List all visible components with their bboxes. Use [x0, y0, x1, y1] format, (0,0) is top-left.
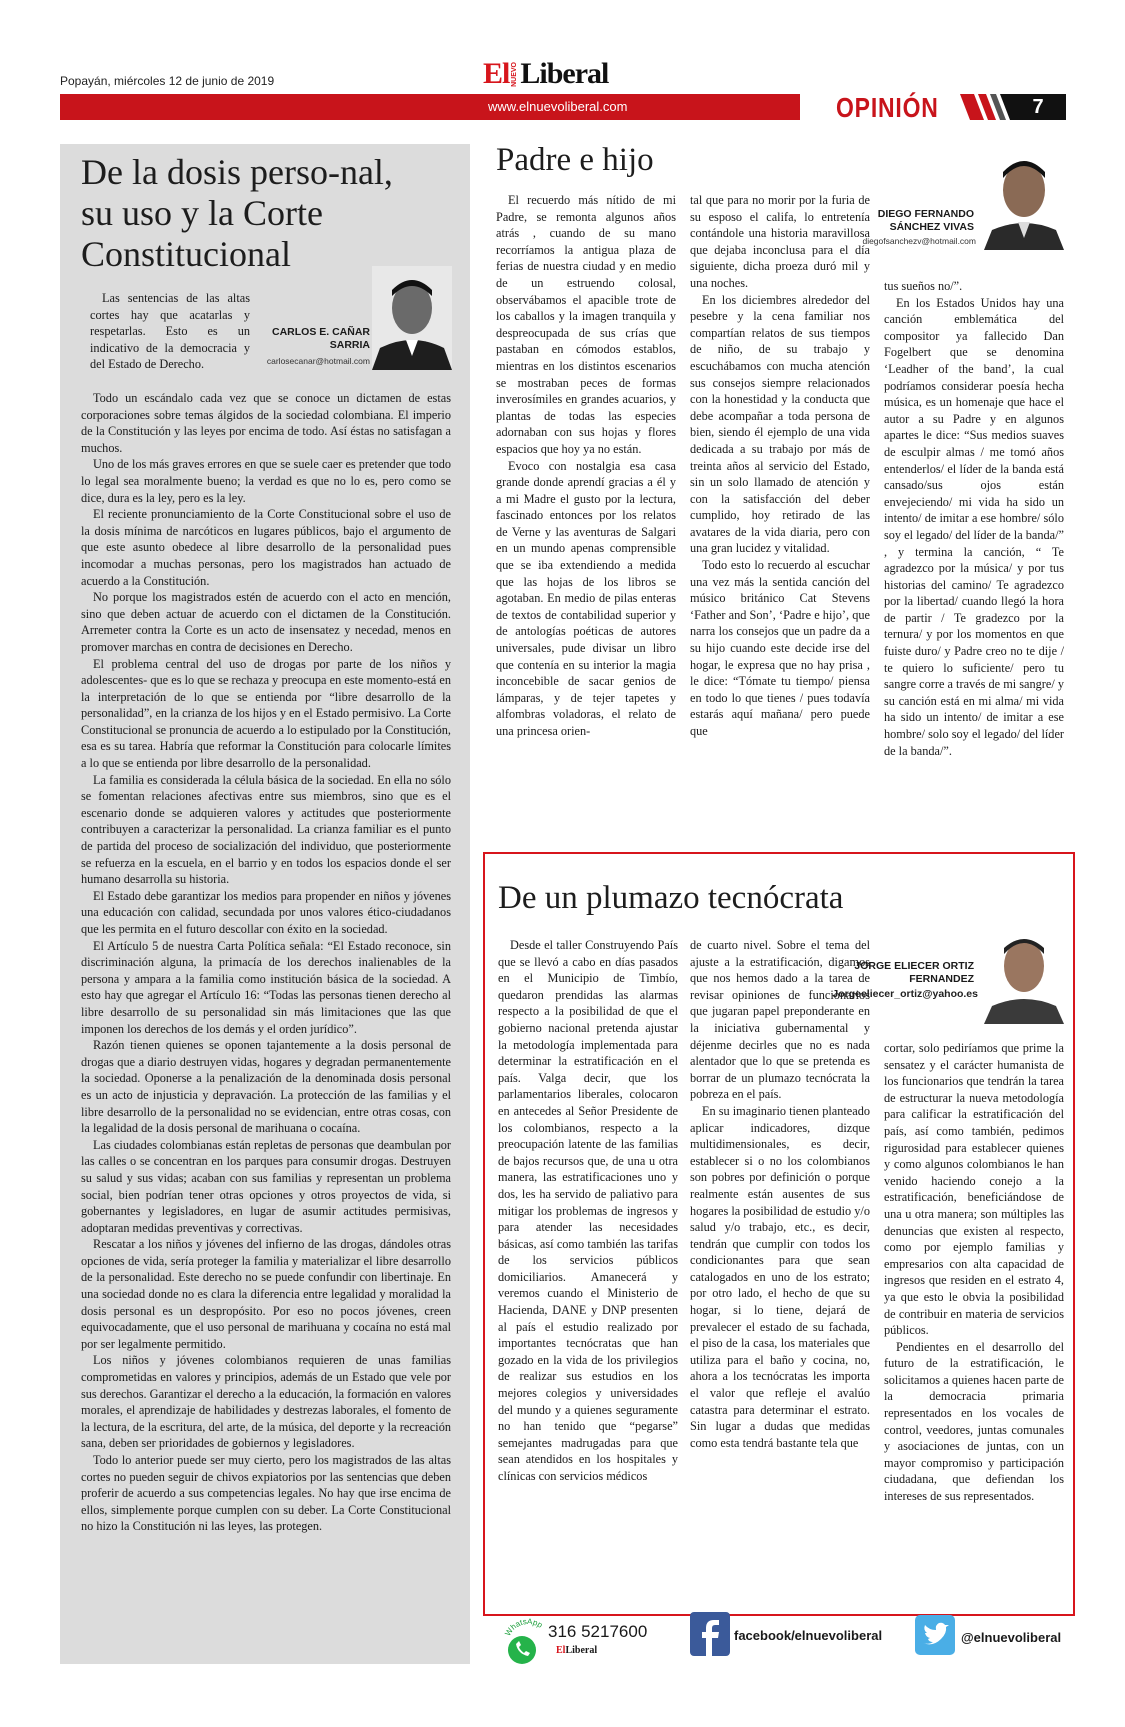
section-title: OPINIÓN	[836, 92, 939, 123]
tecno-author-email[interactable]: Jorgeeliecer_ortiz@yahoo.es	[832, 988, 978, 1000]
twitter-handle[interactable]: @elnuevoliberal	[961, 1630, 1062, 1645]
footer-mini-logo	[556, 1645, 597, 1656]
mini-logo-el: El	[556, 1645, 566, 1656]
padre-column-1: El recuerdo más nítido de mi Padre, se remonta algunos años atrás , cuando de su mano recorríamos la antigua plaza de ferias de nuestra ciudad y en medio de un estruendo colosal, observábamos el apacible trote de los caballos y la imagen tranquila y despreocupada de sus crías que pastaban en cómodos establos, mientras en los distintos escenarios se mostraban peces de formas inverosímiles en grandes acuarios, y plantas de todas las especies adornaban con sus hojas y flores espacios que hoy ya no están. Evoco con nostalgia esa casa grande donde aprendí gracias a él y a mi Madre el gusto por la lectura, fascinado entonces por los relatos de Verne y las aventuras de Salgari en un mundo apenas comprensible que se iba extendiendo a medida que las hojas de los libros se agotaban. En medio de pilas enteras de textos de contabilidad superior y de antologías poéticas de autores universales, pude divisar un libro que contenía en su interior la magia inconcebible de sacar genios de lámparas, y de tejer tapetes y alfombras voladoras, el relato de una princesa orien-	[496, 193, 676, 738]
author-photo-icon	[984, 924, 1064, 1024]
twitter-icon[interactable]	[915, 1615, 955, 1655]
mini-logo-liberal: Liberal	[565, 1645, 598, 1656]
website-url[interactable]: www.elnuevoliberal.com	[488, 99, 628, 114]
left-article-title: De la dosis perso-nal, su uso y la Corte Constitucional	[81, 152, 393, 274]
tecno-column-3: cortar, solo pediríamos que prime la sensatez y el carácter humanista de los funcionarios que tendrán la tarea de estructurar la nueva metodología para calificar la estratificación del país, así como también, pedimos rigurosidad para establecer quienes y como algunos colombianos le han venido haciendo conejo a la estratificación, beneficiándose de una u otra manera; son múltiples las denuncias que existen al respecto, como por ejemplo familias y empresarios con alta capacidad de ingresos que residen en el estrato 4, ya que esto le obvia la posibilidad de contribuir en materia de servicios públicos. Pendientes en el desarrollo del futuro de la estratificación, le solicitamos a quienes hacen parte de la democracia primaria representados en los vocales de control, veedores, juntas comunales y asociaciones de juntas, con un mayor compromiso y participación ciudadana, que defiendan los intereses de sus representados.	[884, 1041, 1064, 1504]
page-number: 7	[1010, 94, 1066, 120]
logo-nuevo: NUEVO	[511, 61, 519, 87]
left-author-name: CARLOS E. CAÑAR SARRIA	[271, 326, 370, 351]
facebook-icon[interactable]	[690, 1612, 730, 1656]
logo-liberal: Liberal	[520, 57, 609, 90]
left-article-body: Todo un escándalo cada vez que se conoce un dictamen de estas corporaciones sobre temas álgidos de la sociedad colombiana. El imperio de la Constitución y las leyes por encima de todo. Así éstas no satisfagan a muchos. Uno de los más graves errores en que se suele caer es pretender que todo lo legal sea moralmente bueno; la verdad es que no lo es, pero como se dice, dura es la ley, pero es la ley. El reciente pronunciamiento de la Corte Constitucional sobre el uso de la dosis mínima de narcóticos en lugares públicos, bajo el argumento de que este asunto obedece al libre desarrollo de la personalidad pues incomodar a muchas personas, pero los magistrados han actuado de acuerdo a la Constitución. No porque los magistrados estén de acuerdo con el acto en mención, sino que deben actuar de acuerdo con el dictamen de la Constitución. Arremeter contra la Corte es un acto de insensatez y necedad, menos en promover marchas en contra de decisiones en Derecho. El problema central del uso de drogas por parte de los niños y adolescentes- que es lo que se rechaza y preocupa en este momento-está en la interpretación de lo que se entienda por “libre desarrollo de la personalidad”, en la crianza de los hijos y en el Estado permisivo. La Corte Constitucional se pronuncia de acuerdo a lo estipulado por la Constitución, esa es su tarea. Habría que reformar la Constitución para colocarle límites a lo que se entienda por libre desarrollo de la personalidad. La familia es considerada la célula básica de la sociedad. En ella no sólo se fomentan relaciones afectivas entre sus miembros, sino que es el escenario donde se adquieren valores y actitudes que posteriormente contribuyen a caracterizar la personalidad. La crianza familiar es el punto de partida del proceso de socialización del individuo, que posteriormente se refuerza en la escuela, en el barrio y en todos los espacios donde el ser humano desarrolla su historia. El Estado debe garantizar los medios para propender en niños y jóvenes una educación con calidad, secundada por unos valores ético-ciudadanos que les permita en el futuro descollar con éxito en la sociedad. El Artículo 5 de nuestra Carta Política señala: “El Estado reconoce, sin discriminación alguna, la primacía de los derechos inalienables de la persona y ampara a la familia como institución básica de la sociedad. A esto hay que agregar el Artículo 16: “Todas las personas tienen derecho al libre desarrollo de su personalidad sin más limitaciones que las que imponen los derechos de los demás y el orden jurídico”. Razón tienen quienes se oponen tajantemente a la dosis personal de drogas que a diario destruyen vidas, hogares y degradan permanentemente la sociedad. Oponerse a la penalización de la denominada dosis personal es un acto de injusticia y depravación. La protección de las familias y el libre desarrollo de la personalidad no se evidencian, entre otras cosas, con la legalidad de la dosis personal de marihuana o cocaína. Las ciudades colombianas están repletas de personas que deambulan por las calles o se concentran en los parques para consumir drogas. Destruyen su salud y sus vidas; acaban con sus familias y representan un problema social, bien podrían tener otras opciones y otros proyectos de vida, si gobernantes y legisladores, en lugar de asumir actitudes permisivas, adoptaran medidas preventivas y correctivas. Rescatar a los niños y jóvenes del infierno de las drogas, dándoles otras opciones de vida, sería proteger la familia y materializar el libre desarrollo de la personalidad. Este derecho no se puede confundir con libertinaje. En una sociedad donde no es clara la diferencia entre legalidad y moralidad la dosis personal es un despropósito. Por eso no pocos jóvenes, creen equivocadamente, que el uso personal de marihuana y cocaína no está mal por ser legalmente permitido. Los niños y jóvenes colombianos requieren de unas familias comprometidas en valores y principios, además de un Estado que vele por sus derechos. Garantizar el derecho a la educación, la formación en valores morales, el aprendizaje de habilidades y destrezas laborales, el fomento de la lectura, de la escritura, del arte, de la música, del deporte y la recreación sana, deben ser prioridades de gobiernos y legisladores. Todo lo anterior puede ser muy cierto, pero los magistrados de las altas cortes no pueden seguir de chivos expiatorios por las sentencias que deben proferir de acuerdo a sus competencias legales. No hay que irse encima de ellos, simplemente porque cumplen con su deber. La Corte Constitucional no hizo la Constitución ni las leyes, las protegen.	[81, 391, 451, 1534]
facebook-link[interactable]: facebook/elnuevoliberal	[734, 1628, 883, 1643]
newspaper-logo[interactable]	[483, 58, 608, 90]
author-photo-icon	[372, 266, 452, 370]
edition-date: Popayán, miércoles 12 de junio de 2019	[60, 74, 275, 88]
padre-column-3: tus sueños no/”. En los Estados Unidos hay una canción emblemática del compositor ya fallecido Dan Fogelbert que se denomina ‘Leadher of the band’, la cual podríamos considerar poesía hecha música, es un homenaje que hace el autor a su Padre y en algunos apartes le dice: “Sus medios suaves de esculpir almas / me tomó años entenderlos/ el líder de la banda está cansado/sus ojos están envejeciendo/ mi vida ha sido un intento/ de imitar a ese hombre/ sólo soy el legado/ del líder de la banda/” , y termina la canción, “ Te agradezco por la música/ y por tus historias del camino/ Te agradezco por la libertad/ cuando llegó la hora de partir / Te gradezco por la ternura/ y por los momentos en que fuiste duro/ y Padre creo no te dije / te quiero lo suficiente/ pero tu sangre corre a través de mi sangre/ y su canción está en mi alma/ mi vida ha sido un intento/ de imitar a ese hombre/ solo soy el legado/ del líder de la banda/”.	[884, 279, 1064, 758]
decorative-stripes-icon	[960, 94, 1010, 120]
padre-author-email[interactable]: diegofsanchezv@hotmail.com	[862, 236, 976, 246]
padre-article-title: Padre e hijo	[496, 142, 654, 178]
header-red-bar	[60, 94, 800, 120]
tecno-author-name: JORGE ELIECER ORTIZ FERNANDEZ	[854, 960, 974, 985]
left-article-intro: Las sentencias de las altas cortes hay que acatarlas y respetarlas. Esto es un indicativo de la democracia y del Estado de Derecho.	[90, 291, 250, 372]
whatsapp-phone[interactable]: 316 5217600	[548, 1622, 648, 1641]
tecno-column-1: Desde el taller Construyendo País que se llevó a cabo en días pasados en el Municipio de Timbío, quedaron prendidas las alarmas respecto a la posibilidad de que el gobierno nacional pretenda ajustar la metodología implementada para determinar la estratificación en el país. Valga decir, que los parlamentarios liberales, colocaron en antecedes al Señor Presidente de los colombianos, respecto a la preocupación latente de las familias de bajos recursos que, de una u otra manera, las estratificaciones uno y dos, les ha servido de paliativo para mitigar los problemas de ingresos y para atender las necesidades básicas, así como también las tarifas de los servicios públicos domiciliarios. Amanecerá y veremos cuando el Ministerio de Hacienda, DANE y DNP presenten al país el estudio realizado por importantes tecnócratas que han gozado en la vida de los privilegios de realizar sus estudios en los mejores colegios y universidades del mundo y a quienes seguramente no han tenido que “pegarse” semejantes madrugadas para que sean atendidos en los hospitales y clínicas con servicios médicos	[498, 938, 678, 1483]
author-photo-icon	[984, 146, 1064, 250]
tecno-column-2: de cuarto nivel. Sobre el tema del ajuste a la estratificación, digamos que nos hemos dado a la tarea de revisar opiniones de funcionarios que jugaran papel preponderante en la iniciativa gubernamental y déjenme decirles que no es nada alentador que lo que se pretenda es borrar de un plumazo tecnócrata la pobreza en el país. En su imaginario tienen planteado aplicar indicadores, dizque multidimensionales, es decir, establecer si o no los colombianos son pobres por definición o porque realmente están ausentes de sus hogares la posibilidad de estudio y/o salud y/o trabajo, etc., es decir, tendrán que cumplir con todos los condicionantes para que sean catalogados en uno de los estrato; por otro lado, el hecho de que su hogar, si lo tiene, dejará de prevalecer el estado de su fachada, el piso de la casa, los materiales que utiliza para el baño y cocina, no, ahora a los tecnócratas les importa el valor que refleje el avalúo catastra para determinar el estrato. Sin lugar a dudas que medidas como esta tendrá bastante tela que	[690, 938, 871, 1450]
logo-el: El	[483, 57, 510, 90]
tecno-article-title: De un plumazo tecnócrata	[498, 880, 844, 916]
padre-author-name: DIEGO FERNANDO SÁNCHEZ VIVAS	[877, 208, 974, 233]
svg-text:WhatsApp: WhatsApp	[503, 1616, 545, 1638]
padre-column-2: tal que para no morir por la furia de su esposo el califa, lo entretenía contándole una historia maravillosa que dejaba inconclusa para el día siguiente, dicha proeza duró mil y una noches. En los diciembres alrededor del pesebre y la cena familiar nos compartían relatos de sus tiempos de niño, de su trabajo y escuchábamos con mucha atención sus consejos siempre relacionados con la honestidad y la conducta que debe acompañar a toda persona de bien, siendo él ejemplo de una vida dedicada a su trabajo por más de treinta años al servicio del Estado, sin un solo llamado de atención y con la satisfacción del deber cumplido, hoy retirado de las avatares de la vida diaria, pero con una gran lucidez y vitalidad. Todo esto lo recuerdo al escuchar una vez más la sentida canción del músico británico Cat Stevens ‘Father and Son’, ‘Padre e hijo’, que narra los consejos que un padre da a su hijo cuando este decide irse del hogar, le expresa que no hay prisa , le dice: “Tómate tu tiempo/ piensa en todo lo que tienes / pues todavía estarás aquí mañana/ pero puede que	[690, 193, 870, 738]
left-author-email[interactable]: carlosecanar@hotmail.com	[266, 356, 370, 366]
